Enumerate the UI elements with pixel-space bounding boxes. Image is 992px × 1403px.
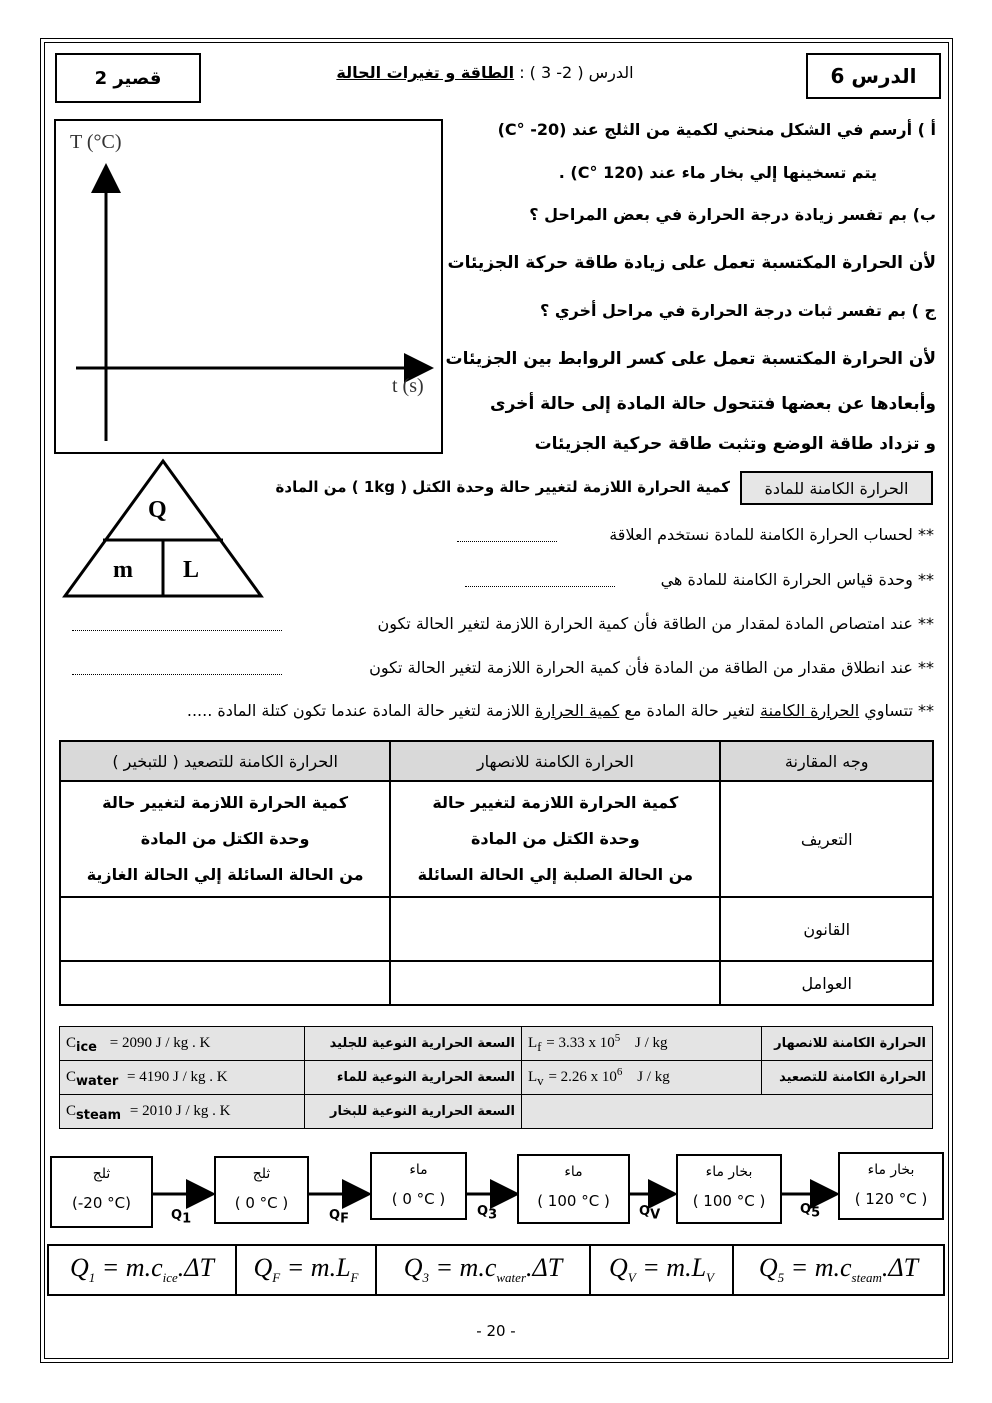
eq4-rhs: = m.L <box>635 1253 707 1283</box>
flow-box-ice-cold <box>50 1156 153 1228</box>
header-aspect: وجه المقارنة <box>720 741 933 781</box>
flow-box-2-temp: ( 0 °C ) <box>234 1194 289 1212</box>
comparison-table <box>59 740 934 1006</box>
c-steam-value <box>60 1095 305 1129</box>
item5-underlined-heat: كمية الحرارة <box>534 701 620 720</box>
l-vapor-sub: v <box>537 1073 544 1088</box>
c-water-sub: water <box>76 1073 119 1089</box>
vapor-def-line1: كمية الحرارة اللازمة لتغيير حالة <box>102 793 349 812</box>
eq2-rhs-sub: F <box>350 1270 359 1286</box>
label-qv-q: Q <box>639 1204 651 1219</box>
latent-heat-label-box <box>740 471 933 505</box>
eq4-lhs: Q <box>609 1253 628 1283</box>
equations-table <box>47 1244 945 1296</box>
c-ice-sub: ice <box>76 1039 97 1055</box>
c-steam-number: = 2010 J / kg . K <box>129 1102 231 1119</box>
latent-item-3: ** عند امتصاص المادة لمقدار من الطاقة فأن كمية الحرارة اللازمة لتغير الحالة تكون <box>377 614 934 633</box>
eq1-lhs: Q <box>69 1253 89 1283</box>
answer-c-line1: لأن الحرارة المكتسبة تعمل على كسر الروابط بين الجزيئات <box>445 349 936 369</box>
label-q3 <box>477 1204 497 1223</box>
label-q5-q: Q <box>800 1202 812 1217</box>
eq2-lhs-sub: F <box>272 1270 281 1286</box>
flow-box-5-temp: ( 100 °C ) <box>692 1192 766 1210</box>
fusion-def-line1: كمية الحرارة اللازمة لتغيير حالة <box>432 793 679 812</box>
label-qv <box>639 1204 660 1223</box>
equation-q3 <box>376 1245 590 1295</box>
eq3-tail: .ΔT <box>526 1253 563 1283</box>
vaporization-factors-cell[interactable] <box>60 961 390 1005</box>
label-qf <box>329 1208 349 1227</box>
eq4-rhs-sub: V <box>706 1270 714 1286</box>
eq5-lhs-sub: 5 <box>777 1270 785 1286</box>
label-qf-sub: F <box>340 1211 349 1227</box>
l-fusion-unit: J / kg <box>635 1035 668 1051</box>
flow-box-4-temp: ( 100 °C ) <box>537 1192 610 1210</box>
item5-part3: لتغير حالة المادة مع <box>619 701 761 720</box>
l-fusion-value <box>522 1027 762 1061</box>
c-water-symbol: C <box>66 1068 77 1085</box>
flow-box-steam-hundred <box>676 1154 782 1224</box>
l-fusion-symbol: L <box>528 1035 538 1051</box>
flow-box-2-name: ثلج <box>252 1166 271 1182</box>
latent-item-1: ** لحساب الحرارة الكامنة للمادة نستخدم العلاقة <box>609 525 934 544</box>
triangle-m: m <box>113 557 133 583</box>
answer-blank-4[interactable] <box>72 663 282 675</box>
eq3-lhs-sub: 3 <box>422 1270 430 1286</box>
eq3-rhs-sub: water <box>496 1270 527 1286</box>
label-q3-q: Q <box>477 1204 489 1219</box>
question-a-line1: أ ) أرسم في الشكل منحني لكمية من الثلج عند (20- °C) <box>497 120 936 139</box>
lesson-prefix: الدرس ( 2- 3 ) : <box>514 63 634 82</box>
vapor-def-line3: من الحالة السائلة إلي الحالة الغازية <box>86 865 364 884</box>
answer-b: لأن الحرارة المكتسبة تعمل على زيادة طاقة حركة الجزيئات <box>447 253 936 273</box>
label-q5-sub: 5 <box>811 1205 821 1221</box>
l-vapor-unit: J / kg <box>637 1069 670 1085</box>
fusion-factors-cell[interactable] <box>390 961 720 1005</box>
c-ice-value <box>60 1027 305 1061</box>
label-q1 <box>171 1208 191 1227</box>
eq3-rhs: = m.c <box>429 1253 497 1283</box>
equation-qv <box>590 1245 733 1295</box>
eq5-rhs: = m.c <box>784 1253 852 1283</box>
flow-box-6-temp: ( 120 °C ) <box>854 1190 928 1208</box>
c-water-label: السعة الحرارية النوعية للماء <box>305 1061 522 1095</box>
vaporization-definition <box>60 781 390 897</box>
answer-c-line2: وأبعادها عن بعضها فتتحول حالة المادة إلى حالة أخرى <box>490 394 936 414</box>
eq2-lhs: Q <box>253 1253 273 1283</box>
fusion-law-cell[interactable] <box>390 897 720 961</box>
constants-table <box>59 1026 933 1129</box>
equation-q1 <box>48 1245 236 1295</box>
graph-axes <box>56 121 441 452</box>
flow-box-1-temp: (-20 °C) <box>72 1194 131 1212</box>
phase-flow-diagram <box>50 1152 944 1236</box>
header-fusion: الحرارة الكامنة للانصهار <box>390 741 720 781</box>
l-vapor-symbol: L <box>528 1069 538 1085</box>
eq4-lhs-sub: V <box>627 1270 636 1286</box>
eq5-tail: .ΔT <box>881 1253 919 1283</box>
c-ice-symbol: C <box>66 1034 77 1051</box>
question-a-line2: يتم تسخينها إلي بخار ماء عند (120 °C) . <box>558 163 877 182</box>
fusion-definition <box>390 781 720 897</box>
label-q5 <box>800 1202 820 1221</box>
l-vapor-exp: 6 <box>616 1066 623 1078</box>
label-q1-sub: 1 <box>182 1211 192 1227</box>
c-steam-symbol: C <box>66 1102 77 1119</box>
eq3-lhs: Q <box>403 1253 423 1283</box>
equation-q5 <box>733 1245 944 1295</box>
answer-blank-2[interactable] <box>465 575 615 587</box>
flow-box-1-name: ثلج <box>92 1166 111 1182</box>
lesson-heading <box>300 63 670 82</box>
c-ice-number: = 2090 J / kg . K <box>109 1034 211 1051</box>
c-steam-label: السعة الحرارية النوعية للبخار <box>305 1095 522 1129</box>
vapor-def-line2: وحدة الكتل من المادة <box>140 829 310 848</box>
lesson-title: الطاقة و تغيرات الحالة <box>336 63 515 82</box>
latent-item-5 <box>187 701 934 720</box>
latent-item-4: ** عند انطلاق مقدار من الطاقة من المادة فأن كمية الحرارة اللازمة لتغير الحالة تكون <box>369 658 934 677</box>
l-fusion-label: الحرارة الكامنة للانصهار <box>762 1027 933 1061</box>
row-label-definition: التعريف <box>720 781 933 897</box>
question-b: ب) بم تفسر زيادة درجة الحرارة في بعض المراحل ؟ <box>529 205 936 224</box>
page-number: - 20 - <box>476 1322 516 1340</box>
temperature-graph <box>54 119 443 454</box>
eq1-rhs: = m.c <box>95 1253 163 1283</box>
flow-box-3-temp: ( 0 °C ) <box>391 1190 446 1208</box>
row-label-factors: العوامل <box>720 961 933 1005</box>
l-fusion-exp: 5 <box>614 1032 621 1044</box>
flow-box-water-zero <box>370 1152 467 1220</box>
item5-part5: اللازمة لتغير حالة المادة عندما تكون كتلة المادة ..... <box>186 701 535 720</box>
eq2-rhs: = m.L <box>280 1253 351 1283</box>
header-vaporization: الحرارة الكامنة للتصعيد ( للتبخير ) <box>60 741 390 781</box>
latent-item-2: ** وحدة قياس الحرارة الكامنة للمادة هي <box>660 570 934 589</box>
fusion-def-line3: من الحالة الصلبة إلي الحالة السائلة <box>417 865 694 884</box>
question-c: ج ) بم تفسر ثبات درجة الحرارة في مراحل أخري ؟ <box>540 301 936 320</box>
answer-blank-1[interactable] <box>457 530 557 542</box>
flow-box-steam-hot <box>838 1152 944 1220</box>
eq1-rhs-sub: ice <box>162 1270 178 1286</box>
l-vapor-value <box>522 1061 762 1095</box>
flow-box-4-name: ماء <box>564 1164 583 1180</box>
vaporization-law-cell[interactable] <box>60 897 390 961</box>
flow-box-3-name: ماء <box>409 1162 428 1178</box>
constants-empty-cell <box>522 1095 933 1129</box>
triangle-q: Q <box>148 497 167 523</box>
lesson-number: الدرس 6 <box>830 64 917 88</box>
quiz-label: قصير 2 <box>94 67 162 89</box>
eq5-lhs: Q <box>758 1253 778 1283</box>
eq1-lhs-sub: 1 <box>88 1270 96 1286</box>
flow-box-6-name: بخار ماء <box>867 1162 915 1178</box>
answer-blank-3[interactable] <box>72 619 282 631</box>
x-axis-label: t (s) <box>392 375 424 397</box>
triangle-l: L <box>183 557 200 583</box>
c-ice-label: السعة الحرارية النوعية للجليد <box>305 1027 522 1061</box>
lesson-number-box <box>806 53 941 99</box>
eq1-tail: .ΔT <box>177 1253 215 1283</box>
item5-underlined-latent: الحرارة الكامنة <box>760 701 860 720</box>
label-qf-q: Q <box>329 1208 341 1223</box>
flow-box-water-hundred <box>517 1154 630 1224</box>
c-steam-sub: steam <box>76 1107 122 1123</box>
label-qv-sub: V <box>650 1207 661 1223</box>
eq5-rhs-sub: steam <box>851 1270 882 1286</box>
fusion-def-line2: وحدة الكتل من المادة <box>470 829 640 848</box>
label-q3-sub: 3 <box>488 1207 498 1223</box>
y-axis-label: T (°C) <box>70 131 122 153</box>
c-water-number: = 4190 J / kg . K <box>127 1068 228 1085</box>
latent-heat-label: الحرارة الكامنة للمادة <box>764 478 909 498</box>
l-fusion-number: = 3.33 x 10 <box>546 1035 615 1051</box>
l-vapor-label: الحرارة الكامنة للتصعيد <box>762 1061 933 1095</box>
label-q1-q: Q <box>171 1208 183 1223</box>
flow-box-ice-zero <box>214 1156 309 1224</box>
row-label-law: القانون <box>720 897 933 961</box>
item5-part1: ** تتساوي <box>859 701 934 720</box>
flow-box-5-name: بخار ماء <box>705 1164 753 1180</box>
quiz-label-box <box>55 53 201 103</box>
c-water-value <box>60 1061 305 1095</box>
l-vapor-number: = 2.26 x 10 <box>548 1069 617 1085</box>
answer-c-line3: و تزداد طاقة الوضع وتثبت طاقة حركية الجزيئات <box>534 434 936 454</box>
qml-triangle <box>62 458 264 600</box>
l-fusion-sub: f <box>537 1039 542 1054</box>
equation-qf <box>236 1245 376 1295</box>
latent-heat-definition: كمية الحرارة اللازمة لتغيير حالة وحدة الكتل ( 1kg ) من المادة <box>275 478 730 496</box>
